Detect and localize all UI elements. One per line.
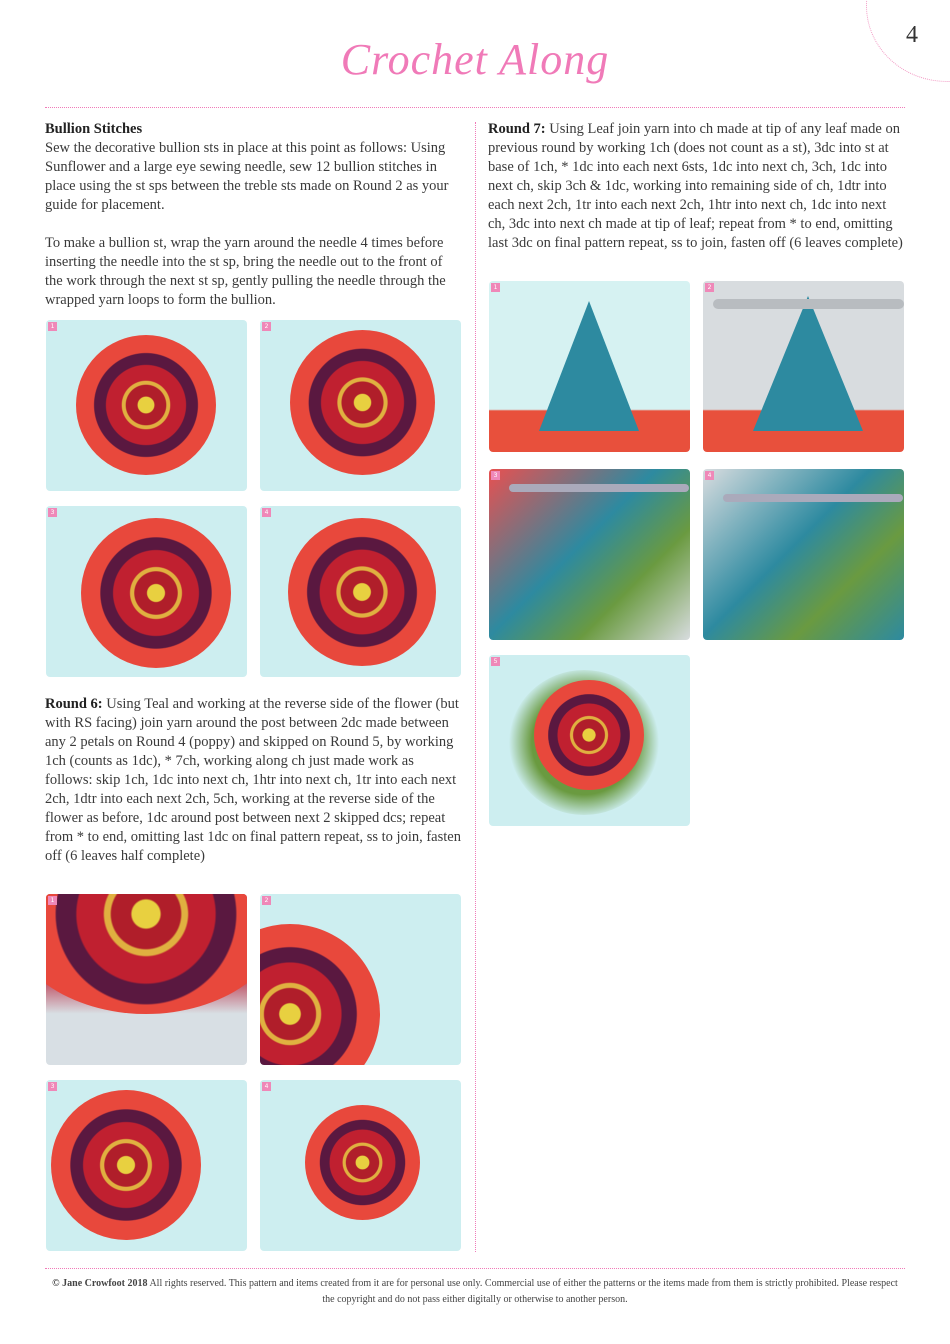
bullion-photo-3 <box>46 506 247 677</box>
round7-photo-3 <box>489 469 690 640</box>
round7-photo-5 <box>489 655 690 826</box>
round6-label: Round 6: <box>45 696 103 712</box>
round7-photo-1 <box>489 281 690 452</box>
footer-text: All rights reserved. This pattern and items created from it are for personal use only. Commercial use of either the patterns or the items made from them is strictly prohibited. Please respect the copyright and do not pass either digitally or otherwise to another person. <box>149 1278 898 1305</box>
photo-step-number: 2 <box>262 896 271 905</box>
round7-photo-4 <box>703 469 904 640</box>
photo-step-number: 2 <box>262 322 271 331</box>
photo-step-number: 4 <box>262 508 271 517</box>
photo-step-number: 2 <box>705 283 714 292</box>
photo-step-number: 3 <box>48 508 57 517</box>
photo-step-number: 4 <box>262 1082 271 1091</box>
photo-step-number: 3 <box>48 1082 57 1091</box>
bullion-paragraph-1: Sew the decorative bullion sts in place at this point as follows: Using Sunflower and a large eye sewing needle, sew 12 bullion stitches in place using the st sps between the treble sts made on Round 2 as your guide for placement. <box>45 140 449 213</box>
round7-instructions: Using Leaf join yarn into ch made at tip of any leaf made on previous round by working 1ch (does not count as a st), 3dc into st at base of 1ch, * 1dc into each next 6sts, 1dc into next ch, 3ch, 1dc into next ch, skip 3ch & 1dc, working into remaining side of ch, 1dtr into each next 2ch, 1tr into each next 2ch, 1htr into next ch, 1dc into next ch, 3dc into next ch made at tip of leaf; repeat from * to end, omitting last 3dc on final pattern repeat, ss to join, fasten off (6 leaves complete) <box>488 121 903 251</box>
round6-photo-2 <box>260 894 461 1065</box>
bullion-heading: Bullion Stitches <box>45 121 143 137</box>
round7-text <box>488 120 906 272</box>
photo-step-number: 3 <box>491 471 500 480</box>
page-title: Crochet Along <box>340 35 610 84</box>
round6-photo-4 <box>260 1080 461 1251</box>
photo-step-number: 5 <box>491 657 500 666</box>
round7-photo-2 <box>703 281 904 452</box>
round6-photo-3 <box>46 1080 247 1251</box>
round6-photo-1 <box>46 894 247 1065</box>
copyright: © Jane Crowfoot 2018 <box>52 1278 148 1289</box>
bullion-photo-1 <box>46 320 247 491</box>
bullion-paragraph-2: To make a bullion st, wrap the yarn around the needle 4 times before inserting the needle into the st sp, bring the needle out to the front of the work through the next st sp, gently pulling the needle through the wrapped yarn loops to form the bullion. <box>45 235 446 308</box>
photo-step-number: 1 <box>48 322 57 331</box>
page-number: 4 <box>906 22 918 48</box>
round6-text <box>45 695 463 885</box>
column-divider <box>475 122 476 1252</box>
footer <box>45 1276 905 1308</box>
photo-step-number: 1 <box>48 896 57 905</box>
left-column <box>45 120 463 329</box>
footer-divider <box>45 1268 905 1269</box>
bullion-photo-2 <box>260 320 461 491</box>
round6-instructions: Using Teal and working at the reverse side of the flower (but with RS facing) join yarn around the post between 2dc made between any 2 petals on Round 4 (poppy) and skipped on Round 5, by working 1ch (counts as 1dc), * 7ch, working along ch just made work as follows: skip 1ch, 1dc into next ch, 1htr into next ch, 1tr into each next 2ch, 1dtr into each next 2ch, 5ch, working at the reverse side of the flower as before, 1dc around post between next 2 skipped dcs; repeat from * to end, omitting last 1dc on final pattern repeat, ss to join, fasten off (6 leaves half complete) <box>45 696 461 864</box>
header-divider <box>45 107 905 108</box>
photo-step-number: 4 <box>705 471 714 480</box>
photo-step-number: 1 <box>491 283 500 292</box>
bullion-photo-4 <box>260 506 461 677</box>
round7-label: Round 7: <box>488 121 546 137</box>
